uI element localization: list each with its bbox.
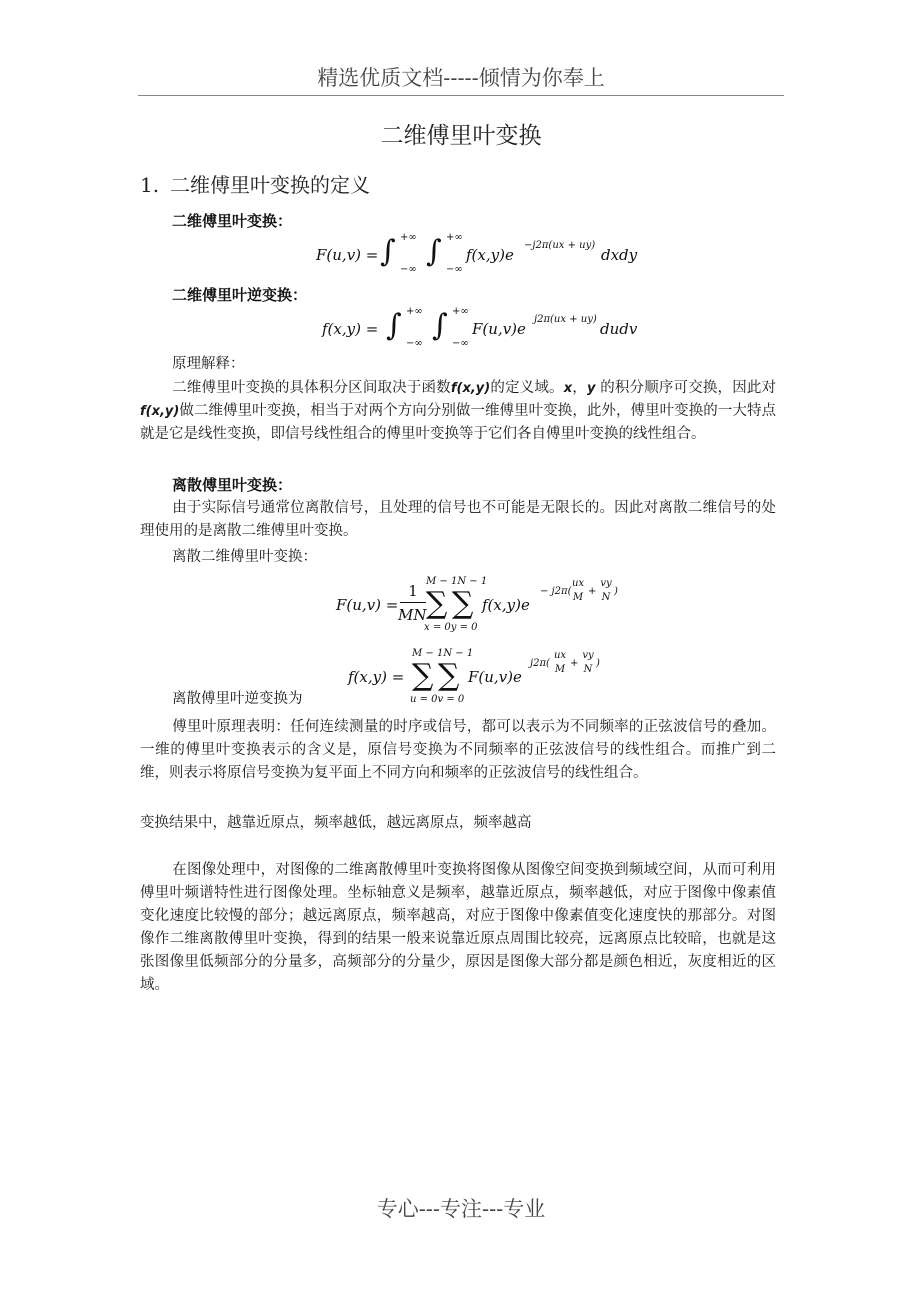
formula-exponent: j2π(ux + uy) bbox=[534, 314, 597, 325]
sum-sign: ∑ bbox=[412, 658, 434, 693]
integral-upper: +∞ bbox=[452, 306, 469, 317]
integral-sign: ∫ bbox=[380, 234, 396, 269]
formula-discrete-inverse bbox=[348, 648, 628, 708]
sum-upper-limits: M − 1N − 1 bbox=[412, 648, 474, 659]
page-header: 精选优质文档-----倾情为你奉上 bbox=[317, 66, 605, 90]
formula-lhs: f(x,y) = bbox=[322, 320, 379, 338]
label-principle: 原理解释： bbox=[172, 356, 245, 372]
integral-lower: −∞ bbox=[446, 264, 463, 275]
integral-upper: +∞ bbox=[400, 232, 417, 243]
section-text: 二维傅里叶变换的定义 bbox=[170, 173, 370, 197]
formula-body: f(x,y)e bbox=[482, 596, 530, 614]
fraction-denominator: MN bbox=[398, 606, 427, 624]
formula-body: F(u,v)e bbox=[468, 668, 522, 686]
exp-fraction-num: vy bbox=[600, 578, 612, 589]
formula-lhs: f(x,y) = bbox=[348, 668, 405, 686]
section-heading bbox=[140, 170, 370, 200]
formula-differential: dxdy bbox=[601, 246, 638, 264]
paragraph-principle: 二维傅里叶变换的具体积分区间取决于函数f(x,y)的定义域。x，y 的积分顺序可交换，因此对f(x,y)做二维傅里叶变换，相当于对两个方向分别做一维傅里叶变换，此外，傅里叶变换的一大特点就是它是线性变换，即信号线性组合的傅里叶变换等于它们各自傅里叶变换的线性组合。 bbox=[140, 380, 777, 442]
formula-body: f(x,y)e bbox=[466, 246, 514, 264]
sum-lower-limits: x = 0y = 0 bbox=[424, 622, 478, 633]
integral-sign: ∫ bbox=[432, 308, 448, 343]
exp-fraction-den: M bbox=[572, 592, 584, 603]
sum-sign: ∑ bbox=[452, 586, 474, 621]
exp-close: ) bbox=[596, 658, 600, 669]
formula-lhs: F(u,v) = bbox=[336, 596, 399, 614]
exp-fraction-num: ux bbox=[553, 650, 567, 661]
label-inverse-transform: 二维傅里叶逆变换： bbox=[172, 286, 308, 304]
label-discrete-inverse: 离散傅里叶逆变换为 bbox=[172, 691, 303, 707]
exp-fraction-num: vy bbox=[582, 650, 594, 661]
formula-discrete-forward bbox=[336, 576, 636, 638]
exp-fraction-num: ux bbox=[571, 578, 585, 589]
exp-plus: + bbox=[570, 658, 579, 669]
fraction-numerator: 1 bbox=[408, 582, 418, 600]
sum-sign: ∑ bbox=[438, 658, 460, 693]
integral-sign: ∫ bbox=[426, 234, 442, 269]
section-number: 1. bbox=[140, 173, 160, 197]
paragraph-fourier-principle: 傅里叶原理表明：任何连续测量的时序或信号，都可以表示为不同频率的正弦波信号的叠加。一维的傅里叶变换表示的含义是，原信号变换为不同频率的正弦波信号的线性组合。而推广到二维，则表示将原信号变换为复平面上不同方向和频率的正弦波信号的线性组合。 bbox=[140, 719, 776, 781]
page-footer: 专心---专注---专业 bbox=[376, 1197, 546, 1221]
formula-exponent: j2π( bbox=[530, 658, 550, 669]
formula-inverse-2d bbox=[322, 304, 642, 352]
label-forward-transform: 二维傅里叶变换： bbox=[172, 212, 293, 230]
formula-body: F(u,v)e bbox=[472, 320, 526, 338]
integral-upper: +∞ bbox=[446, 232, 463, 243]
integral-upper: +∞ bbox=[406, 306, 423, 317]
exp-fraction-den: N bbox=[583, 664, 593, 675]
exp-fraction-den: N bbox=[601, 592, 611, 603]
exp-plus: + bbox=[588, 586, 597, 597]
exp-close: ) bbox=[614, 586, 618, 597]
integral-lower: −∞ bbox=[406, 338, 423, 349]
sum-lower-limits: u = 0v = 0 bbox=[410, 694, 465, 705]
label-discrete-2d: 离散二维傅里叶变换： bbox=[172, 549, 317, 565]
integral-lower: −∞ bbox=[452, 338, 469, 349]
integral-sign: ∫ bbox=[386, 308, 402, 343]
sum-upper-limits: M − 1N − 1 bbox=[426, 576, 488, 587]
paragraph-image-processing: 在图像处理中，对图像的二维离散傅里叶变换将图像从图像空间变换到频域空间，从而可利用傅里叶频谱特性进行图像处理。坐标轴意义是频率，越靠近原点，频率越低，对应于图像中像素值变化速度比较慢的部分；越远离原点，频率越高，对应于图像中像素值变化速度快的那部分。对图像作二维离散傅里叶变换，得到的结果一般来说靠近原点周围比较亮，远离原点比较暗，也就是这张图像里低频部分的分量多，高频部分的分量少，原因是图像大部分都是颜色相近，灰度相近的区域。 bbox=[140, 862, 776, 993]
integral-lower: −∞ bbox=[400, 264, 417, 275]
document-title: 二维傅里叶变换 bbox=[380, 123, 542, 149]
fraction-bar bbox=[400, 602, 426, 603]
formula-exponent: − j2π( bbox=[540, 586, 572, 597]
formula-differential: dudv bbox=[600, 320, 638, 338]
header-divider bbox=[138, 95, 784, 96]
formula-exponent: −j2π(ux + uy) bbox=[524, 240, 596, 251]
paragraph-discrete: 由于实际信号通常位离散信号，且处理的信号也不可能是无限长的。因此对离散二维信号的处理使用的是离散二维傅里叶变换。 bbox=[140, 500, 776, 539]
paragraph-result: 变换结果中，越靠近原点，频率越低，越远离原点，频率越高 bbox=[140, 815, 532, 831]
label-discrete-transform: 离散傅里叶变换： bbox=[172, 476, 293, 494]
formula-lhs: F(u,v) = bbox=[316, 246, 379, 264]
sum-sign: ∑ bbox=[426, 586, 448, 621]
formula-forward-2d bbox=[316, 230, 646, 278]
exp-fraction-den: M bbox=[554, 664, 566, 675]
